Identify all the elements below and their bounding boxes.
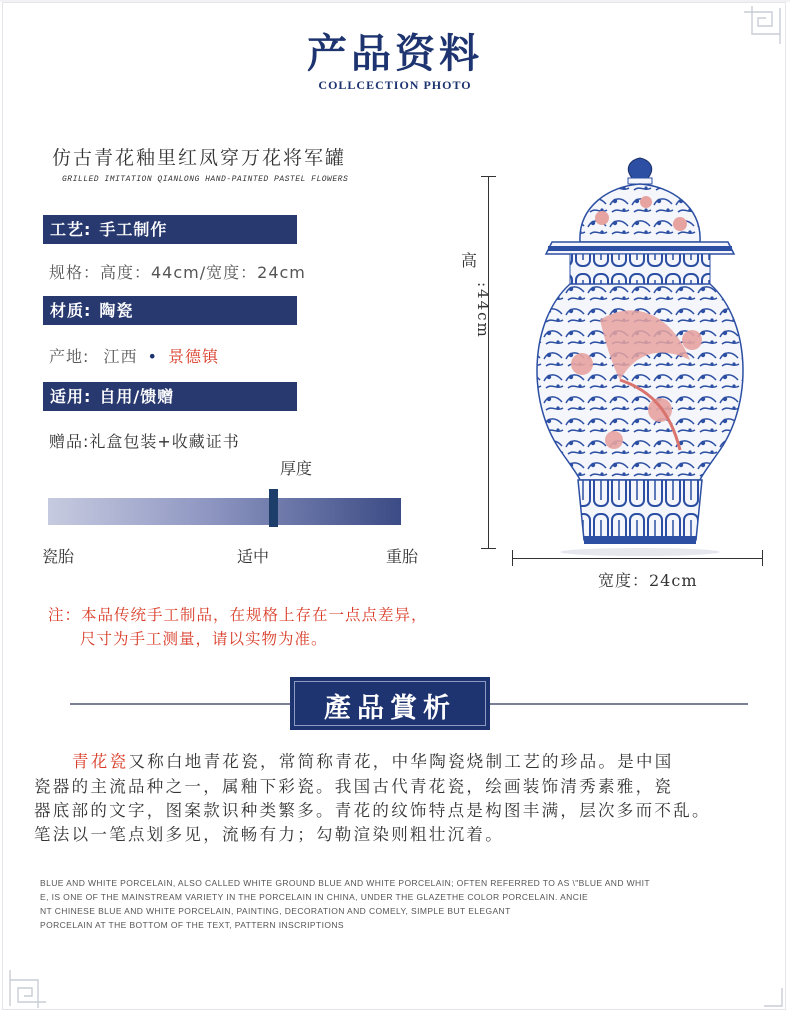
analysis-en-line-4: PORCELAIN AT THE BOTTOM OF THE TEXT, PATTERN INSCRIPTIONS (40, 920, 344, 930)
spec-key-usage: 适用: (50, 387, 92, 406)
analysis-line-2: 瓷器的主流品种之一，属釉下彩瓷。我国古代青花瓷，绘画装饰清秀素雅，瓷 (34, 777, 674, 796)
thickness-marker (269, 489, 278, 527)
spec-gift: 赠品:礼盒包装+收藏证书 (49, 432, 240, 451)
width-dimension-tick-left (512, 550, 513, 566)
spec-key-material: 材质: (50, 301, 92, 320)
analysis-line-1 (72, 748, 674, 772)
width-label: 宽度：24cm (598, 571, 698, 590)
section-divider-left (70, 703, 290, 705)
thickness-scale-medium: 适中 (237, 547, 270, 566)
spec-bar-craft (43, 215, 297, 244)
section-title-box (290, 677, 490, 730)
corner-ornament-bottom-left (4, 966, 48, 1010)
page-subtitle: COLLCECTION PHOTO (318, 78, 472, 92)
section-divider-right (490, 703, 748, 705)
spec-size: 规格：高度：44cm/宽度：24cm (49, 263, 306, 282)
analysis-line-1-text: 又称白地青花瓷，常简称青花，中华陶瓷烧制工艺的珍品。是中国 (128, 752, 674, 771)
product-name: 仿古青花釉里红凤穿万花将军罐 (52, 147, 347, 169)
analysis-line-4: 笔法以一笔点划多见，流畅有力；勾勒渲染则粗壮沉着。 (34, 825, 504, 844)
spec-bar-usage (43, 382, 297, 411)
thickness-scale-heavy: 重胎 (386, 547, 419, 566)
top-border (0, 0, 790, 2)
width-dimension-tick-right (762, 550, 763, 566)
note-line-1: 注：本品传统手工制品，在规格上存在一点点差异， (48, 606, 428, 624)
analysis-en-line-1: BLUE AND WHITE PORCELAIN, ALSO CALLED WHITE GROUND BLUE AND WHITE PORCELAIN; OFTEN REFERRED TO AS \"BLUE AND WHIT (40, 878, 650, 888)
origin-city: 景德镇 (167, 347, 219, 366)
thickness-gradient-bar (48, 498, 401, 525)
thickness-scale-thin: 瓷胎 (42, 547, 75, 566)
vase-image (520, 150, 760, 560)
bullet-icon: • (147, 347, 158, 366)
section-title: 產品賞析 (324, 693, 456, 724)
spec-bar-material (43, 296, 297, 325)
spec-key-origin: 产地: (49, 347, 90, 366)
analysis-en-line-2: E, IS ONE OF THE MAINSTREAM VARIETY IN THE PORCELAIN IN CHINA, UNDER THE GLAZETHE COLOR PORCELAIN. ANCIE (40, 892, 589, 902)
height-label: 高 (460, 251, 477, 270)
spec-value-craft: 手工制作 (99, 220, 168, 239)
analysis-en-line-3: NT CHINESE BLUE AND WHITE PORCELAIN, PAINTING, DECORATION AND COMELY, SIMPLE BUT ELEGANT (40, 906, 511, 916)
spec-value-usage: 自用/馈赠 (99, 387, 175, 406)
origin-province: 江西 (103, 347, 138, 366)
height-dimension-tick-top (481, 176, 496, 177)
spec-origin (49, 344, 219, 367)
corner-ornament-bottom-right (762, 986, 786, 1010)
page-title: 产品资料 (307, 30, 483, 77)
height-dimension-line (488, 176, 489, 548)
spec-key-craft: 工艺: (50, 220, 92, 239)
analysis-line-3: 器底部的文字，图案款识种类繁多。青花的纹饰特点是构图丰满，层次多而不乱。 (34, 801, 711, 820)
note-line-2: 尺寸为手工测量，请以实物为准。 (80, 630, 328, 648)
thickness-label: 厚度 (280, 459, 313, 478)
spec-value-material: 陶瓷 (99, 301, 134, 320)
analysis-highlight: 青花瓷 (72, 752, 129, 771)
height-dimension-tick-bottom (481, 548, 496, 549)
height-value: :44cm (474, 282, 492, 339)
product-name-en: GRILLED IMITATION QIANLONG HAND-PAINTED PASTEL FLOWERS (62, 175, 349, 184)
